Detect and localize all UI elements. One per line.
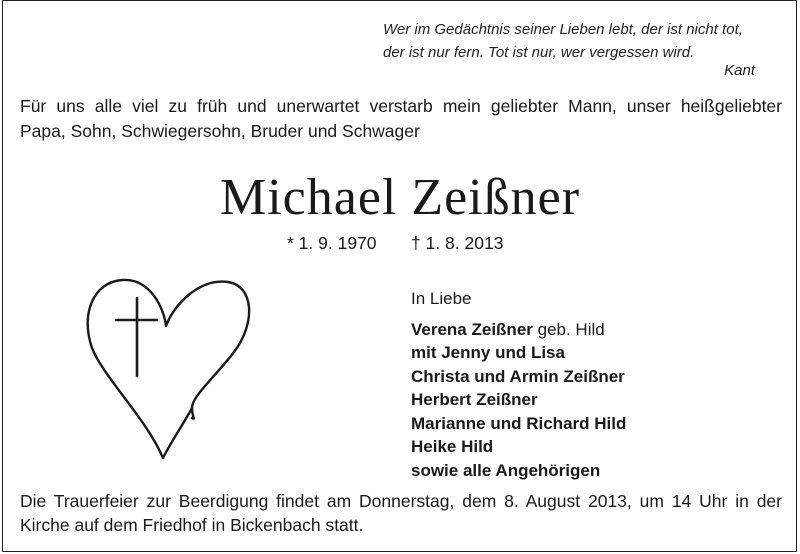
mourner-name: Herbert Zeißner [411,390,538,409]
epigraph-author: Kant [724,62,755,79]
mourner-line [411,365,626,389]
intro-line-1: Für uns alle viel zu früh und unerwartet verstarb mein geliebter Mann, unser heißgeliebter [20,96,782,116]
funeral-details [20,489,782,537]
funeral-details-line-1: Die Trauerfeier zur Beerdigung findet am Donnerstag, dem 8. August 2013, um 14 Uhr in der [20,491,782,511]
mourner-name: sowie alle Angehörigen [411,460,601,480]
epigraph-line-1: Wer im Gedächtnis seiner Lieben lebt, der ist nicht tot, [383,21,743,38]
mourner-name: Marianne und Richard Hild [411,413,627,433]
mourners-lead: In Liebe [411,289,472,308]
heart-with-cross-icon [84,268,254,463]
funeral-details-line-2: Kirche auf dem Friedhof in Bickenbach statt. [20,515,364,535]
deceased-name: Michael Zeißner [219,169,581,226]
mourners-list [411,287,626,482]
mourner-primary-suffix: geb. Hild [532,319,605,339]
mourner-primary-name: Verena Zeißner [411,319,533,339]
death-date: † 1. 8. 2013 [411,233,504,253]
mourner-line [411,435,626,459]
intro-line-2: Papa, Sohn, Schwiegersohn, Bruder und Schwager [20,121,420,141]
mourner-line [411,388,626,412]
epigraph [383,18,755,64]
mourner-name: Heike Hild [411,437,494,456]
mourner-name: mit Jenny und Lisa [411,343,565,362]
intro-text [20,94,782,144]
mourner-name: Christa und Armin Zeißner [411,366,625,386]
mourner-line [411,412,626,436]
mourner-primary [411,318,626,342]
mourner-line [411,459,626,483]
mourner-line [411,341,626,365]
epigraph-line-2: der ist nur fern. Tot ist nur, wer vergessen wird. [383,44,695,61]
birth-date: * 1. 9. 1970 [287,233,377,253]
